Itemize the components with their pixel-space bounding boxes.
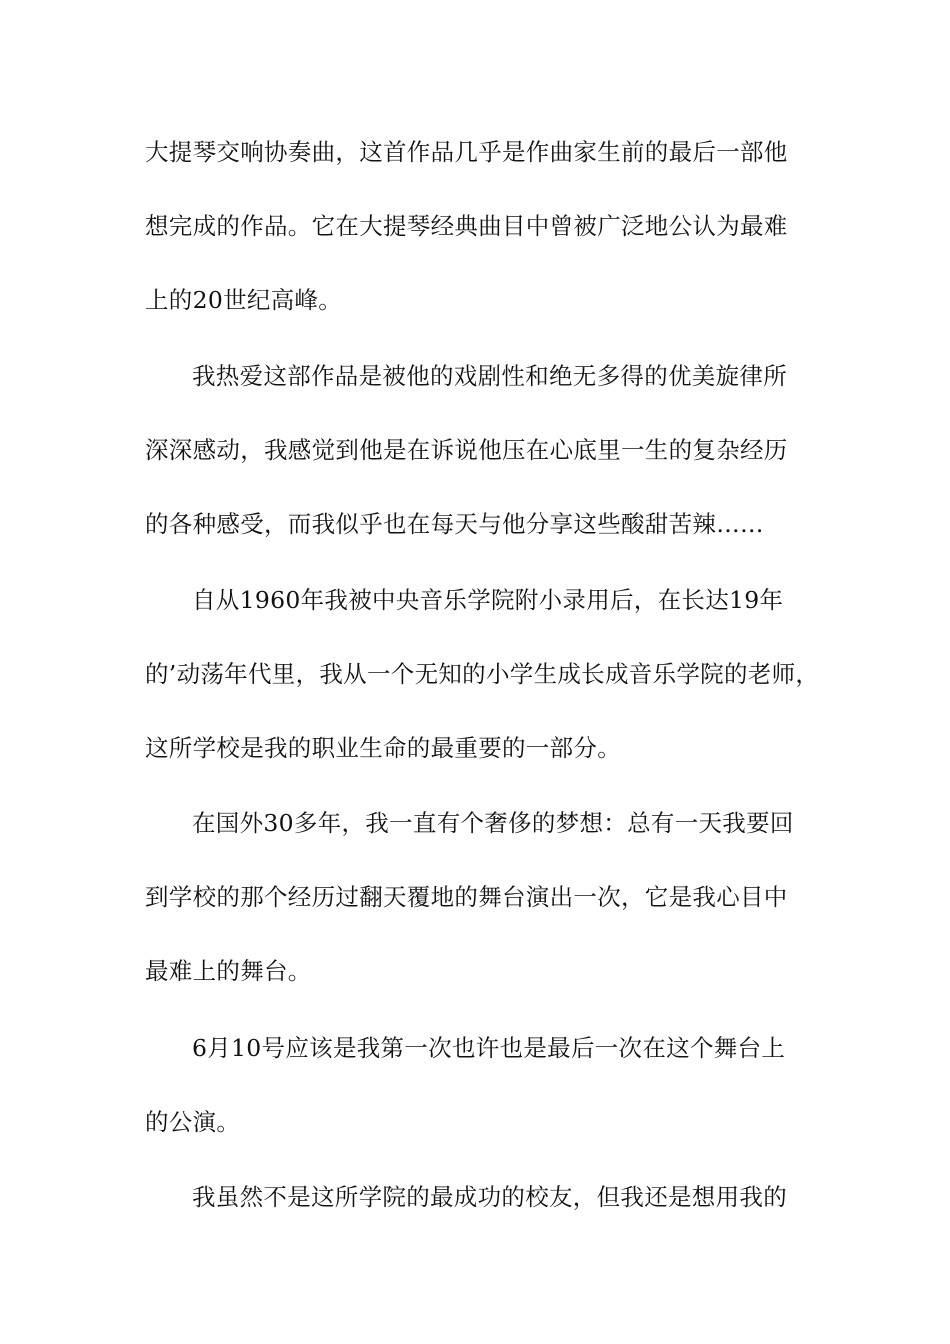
text-line: 深深感动，我感觉到他是在诉说他压在心底里一生的复杂经历 xyxy=(145,436,788,464)
paragraph-start-line: 我热爱这部作品是被他的戏剧性和绝无多得的优美旋律所 xyxy=(192,362,787,390)
text-line: 到学校的那个经历过翻天覆地的舞台演出一次，它是我心目中 xyxy=(145,883,788,911)
text-line: 上的20世纪高峰。 xyxy=(145,286,343,314)
text-line: 的各种感受，而我似乎也在每天与他分享这些酸甜苦辣…… xyxy=(145,510,764,538)
text-line: 这所学校是我的职业生命的最重要的一部分。 xyxy=(145,734,621,762)
text-line: 想完成的作品。它在大提琴经典曲目中曾被广泛地公认为最难 xyxy=(145,212,788,240)
paragraph-start-line: 在国外30多年，我一直有个奢侈的梦想：总有一天我要回 xyxy=(192,809,794,837)
paragraph-start-line: 6月10号应该是我第一次也许也是最后一次在这个舞台上 xyxy=(192,1034,786,1062)
text-line: 的公演。 xyxy=(145,1108,241,1136)
paragraph-start-line: 我虽然不是这所学院的最成功的校友，但我还是想用我的 xyxy=(192,1183,787,1211)
text-line: 的’动荡年代里，我从一个无知的小学生成长成音乐学院的老师， xyxy=(145,660,820,688)
text-line: 最难上的舞台。 xyxy=(145,957,312,985)
text-line: 大提琴交响协奏曲，这首作品几乎是作曲家生前的最后一部他 xyxy=(145,138,788,166)
paragraph-start-line: 自从1960年我被中央音乐学院附小录用后，在长达19年 xyxy=(192,586,784,614)
